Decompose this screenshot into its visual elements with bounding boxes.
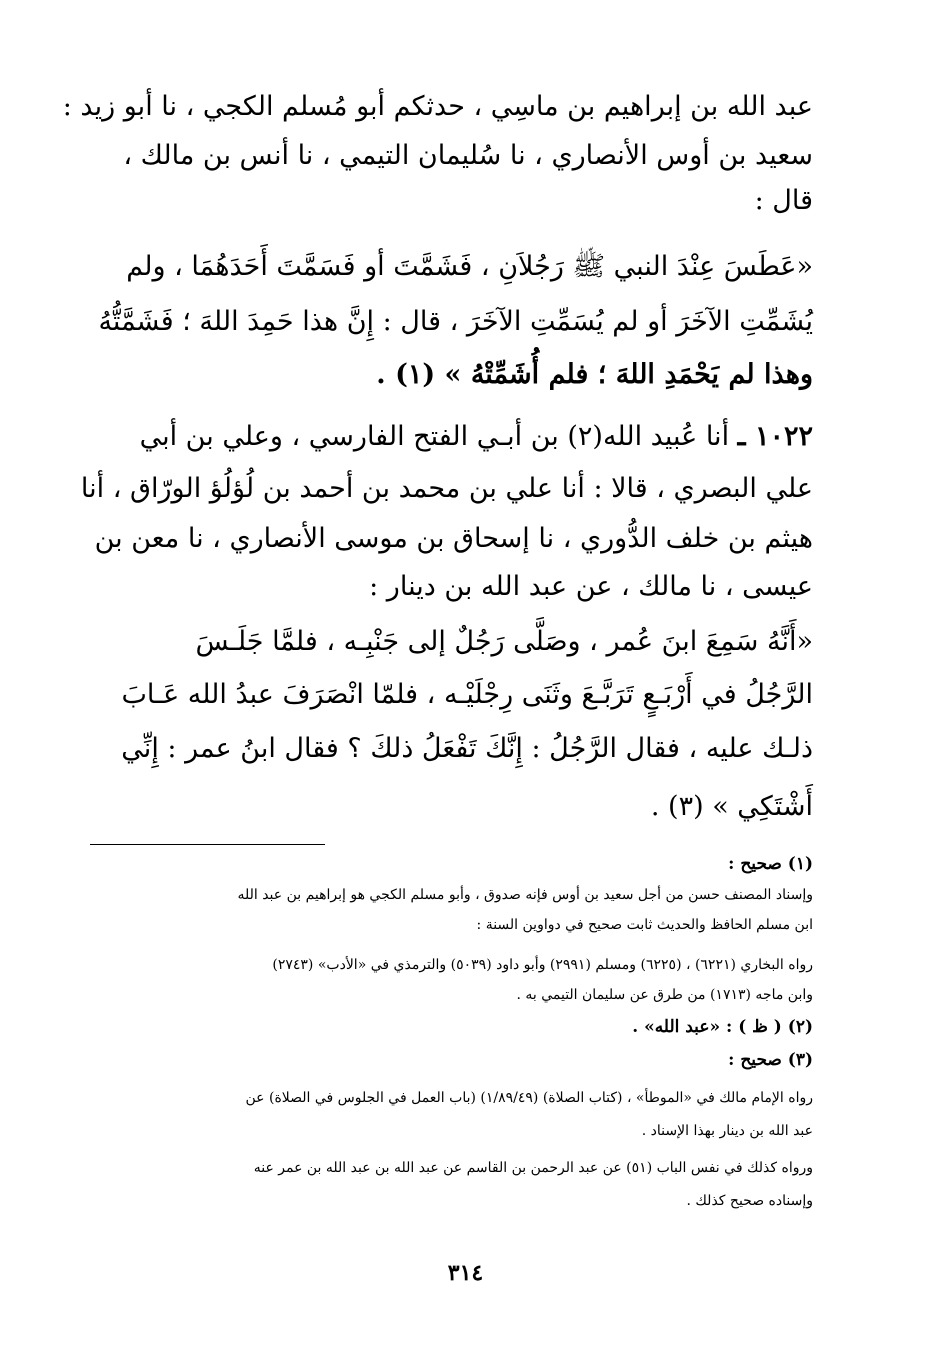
footnote-line: ابن مسلم الحافظ والحديث ثابت صحيح في دواوين السنة : [476, 917, 813, 933]
page-number: ٣١٤ [447, 1260, 484, 1286]
footnote-line: وإسناده صحيح كذلك . [686, 1193, 813, 1209]
hadith-text-line: «أَنَّهُ سَمِعَ ابنَ عُمر ، وصَلَّى رَجُلٌ إلى جَنْبِـه ، فلمَّا جَلَـسَ [195, 626, 813, 657]
body-line: عبد الله بن إبراهيم بن ماسِي ، حدثكم أبو مُسلم الكجي ، نا أبو زيد : [62, 91, 813, 122]
footnote-line: عبد الله بن دينار بهذا الإسناد . [641, 1123, 813, 1139]
hadith-text-line: ذلـك عليه ، فقال الرَّجُلُ : إِنَّكَ تَفْعَلُ ذلكَ ؟ فقال ابنُ عمر : إِنِّي [121, 733, 813, 764]
footnote-line: ورواه كذلك في نفس الباب (٥١) عن عبد الرحمن بن القاسم عن عبد الله بن عبد الله بن عمر عنه [253, 1160, 813, 1176]
body-line [82, 410, 813, 464]
body-line: هيثم بن خلف الدُّوري ، نا إسحاق بن موسى الأنصاري ، نا معن بن [94, 523, 813, 554]
hadith-number: ١٠٢٢ ـ [737, 421, 813, 452]
body-line: عيسى ، نا مالك ، عن عبد الله بن دينار : [369, 571, 813, 602]
body-line: سعيد بن أوس الأنصاري ، نا سُليمان التيمي ، نا أنس بن مالك ، [123, 140, 813, 171]
footnote-line: وإسناد المصنف حسن من أجل سعيد بن أوس فإنه صدوق ، وأبو مسلم الكجي هو إبراهيم بن عبد الله [237, 887, 813, 903]
footnote-line: رواه الإمام مالك في «الموطأ» ، (كتاب الصلاة) (١/٨٩/٤٩) (باب العمل في الجلوس في الصلاة) عن [245, 1090, 813, 1106]
footnote-separator [90, 844, 325, 845]
body-line: علي البصري ، قالا : أنا علي بن محمد بن أحمد بن لُؤلُؤ الورّاق ، أنا [80, 473, 813, 504]
hadith-text-line: «عَطَسَ عِنْدَ النبي ﷺ رَجُلاَنِ ، فَشَمَّتَ أو فَسَمَّتَ أَحَدَهُمَا ، ولم [126, 251, 813, 282]
hadith-text-line: الرَّجُلُ في أَرْبَـعٍ تَرَبَّـعَ وثَنَى رِجْلَيْـه ، فلمّا انْصَرَفَ عبدُ الله عَـابَ [121, 679, 813, 710]
body-line: قال : [754, 185, 813, 216]
body-line-text: أنا عُبيد الله(٢) بن أبـي الفتح الفارسي ، وعلي بن أبي [139, 421, 730, 452]
footnote-line: رواه البخاري (٦٢٢١) ، (٦٢٢٥) ومسلم (٢٩٩١) وأبو داود (٥٠٣٩) والترمذي في «الأدب» (٢٧٤٣) [272, 957, 813, 973]
footnote-heading: (٢) ( ظ ) : «عبد الله» . [632, 1017, 813, 1037]
hadith-text-line: وهذا لم يَحْمَدِ اللهَ ؛ فلم أُشَمِّتْهُ » (١) . [376, 359, 813, 390]
footnote-heading: (١) صحيح : [728, 854, 813, 874]
footnote-heading: (٣) صحيح : [728, 1050, 813, 1070]
footnote-line: وابن ماجه (١٧١٣) من طرق عن سليمان التيمي به . [516, 987, 813, 1003]
hadith-text-line: أَشْتَكِي » (٣) . [650, 791, 813, 822]
hadith-text-line: يُشَمِّتِ الآخَرَ أو لم يُسَمِّتِ الآخَرَ ، قال : إِنَّ هذا حَمِدَ اللهَ ؛ فَشَمَّتُّهُ [98, 306, 813, 337]
